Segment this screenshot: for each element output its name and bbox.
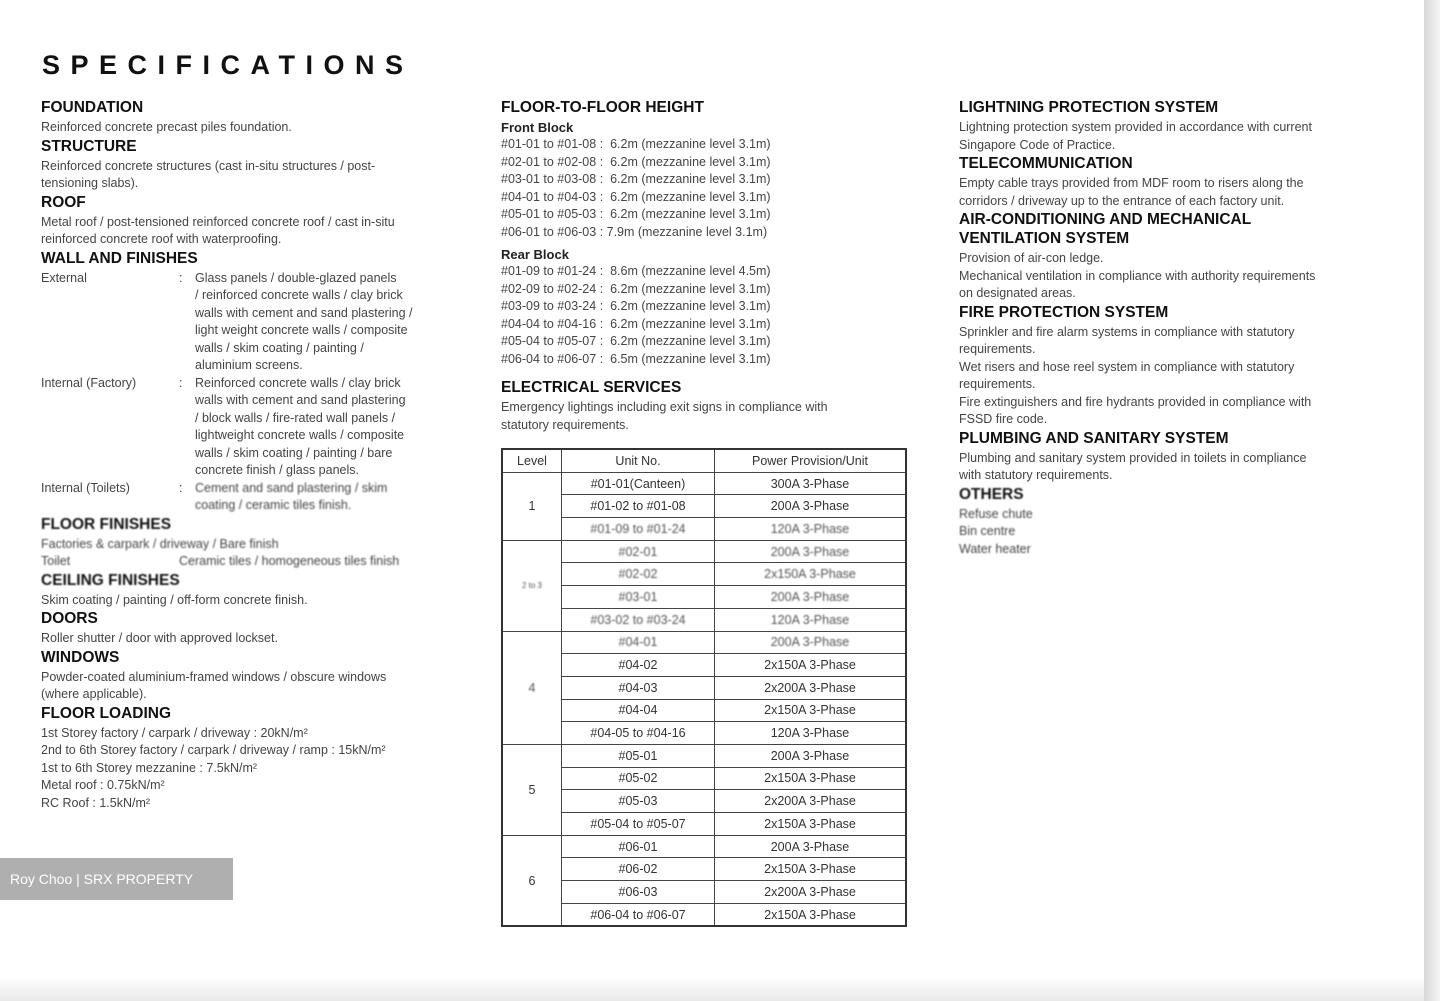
floor-finishes-label: Toilet — [41, 554, 71, 568]
unit-cell: #04-04 — [562, 699, 715, 722]
unit-cell: #01-09 to #01-24 — [562, 518, 715, 541]
unit-cell: #06-04 to #06-07 — [562, 903, 715, 926]
power-cell: 2x150A 3-Phase — [715, 767, 907, 790]
floor-finishes-desc: Ceramic tiles / homogeneous tiles finish — [179, 554, 400, 568]
power-cell: 200A 3-Phase — [715, 744, 907, 767]
fire-text: Sprinkler and fire alarm systems in compliance with statutory requirements. Wet risers and hose reel system in compliance with statutory requirements. Fire extinguishers and fire hydrants provided in compliance with FSSD fire code. — [959, 324, 1312, 426]
power-cell: 2x150A 3-Phase — [715, 699, 907, 722]
unit-cell: #05-01 — [562, 744, 715, 767]
height-line: #06-01 to #06-03 : 7.9m (mezzanine level 3.1m) — [501, 224, 768, 239]
ceiling-heading: CEILING FINISHES — [41, 571, 180, 589]
unit-cell: #03-02 to #03-24 — [562, 608, 715, 631]
height-heading: FLOOR-TO-FLOOR HEIGHT — [501, 99, 704, 116]
telecom-text: Empty cable trays provided from MDF room to risers along the corridors / driveway up to the entrance of each factory unit. — [959, 176, 1304, 208]
unit-cell: #06-01 — [562, 835, 715, 858]
height-line: #06-04 to #06-07 : 6.5m (mezzanine level 3.1m) — [501, 351, 771, 366]
table-row — [502, 608, 906, 631]
wall-row-desc: Reinforced concrete walls / clay brick walls with cement and sand plastering / block walls / fire-rated wall panels / lightweight concrete walls / composite walls / skim coating / painting / bare concrete finish / glass panels. — [195, 375, 406, 477]
table-row — [502, 676, 906, 699]
table-row — [502, 813, 906, 836]
power-cell: 120A 3-Phase — [715, 722, 907, 745]
electrical-heading: ELECTRICAL SERVICES — [501, 379, 682, 396]
table-row — [502, 540, 906, 563]
floor-loading-line: 2nd to 6th Storey factory / carpark / driveway / ramp : 15kN/m² — [41, 743, 386, 757]
foundation-text: Reinforced concrete precast piles foundation. — [41, 120, 292, 134]
lightning-heading: LIGHTNING PROTECTION SYSTEM — [959, 99, 1219, 116]
height-line: #02-09 to #02-24 : 6.2m (mezzanine level 3.1m) — [501, 281, 771, 296]
watermark-label: Roy Choo | SRX PROPERTY — [0, 858, 233, 900]
height-line: #03-01 to #03-08 : 6.2m (mezzanine level 3.1m) — [501, 172, 771, 186]
height-line: #04-01 to #04-03 : 6.2m (mezzanine level 3.1m) — [501, 189, 771, 204]
unit-cell: #04-02 — [562, 654, 715, 677]
unit-cell: #04-05 to #04-16 — [562, 722, 715, 745]
wall-row-colon: : — [179, 270, 183, 285]
floor-finishes-heading: FLOOR FINISHES — [41, 515, 172, 533]
floor-loading-line: Metal roof : 0.75kN/m² — [41, 778, 165, 792]
doors-text: Roller shutter / door with approved lockset. — [41, 631, 278, 645]
floor-loading-heading: FLOOR LOADING — [41, 704, 172, 722]
power-cell: 2x150A 3-Phase — [715, 903, 907, 926]
table-row — [502, 495, 906, 518]
height-line: #05-04 to #05-07 : 6.2m (mezzanine level 3.1m) — [501, 334, 771, 348]
power-cell: 2x200A 3-Phase — [715, 676, 907, 699]
column-middle — [501, 98, 911, 927]
power-cell: 200A 3-Phase — [715, 835, 907, 858]
power-cell: 200A 3-Phase — [715, 495, 907, 518]
power-cell: 200A 3-Phase — [715, 631, 907, 654]
table-row — [502, 722, 906, 745]
power-provision-table — [501, 448, 907, 927]
wall-row-label: Internal (Factory) — [41, 375, 137, 390]
table-row — [502, 858, 906, 881]
power-cell: 300A 3-Phase — [715, 472, 907, 495]
table-row — [502, 518, 906, 541]
floor-loading-line: 1st Storey factory / carpark / driveway : 20kN/m² — [41, 725, 308, 740]
page-edge-shadow — [1424, 0, 1440, 1001]
height-line: #05-01 to #05-03 : 6.2m (mezzanine level 3.1m) — [501, 207, 771, 221]
wall-row-colon: : — [179, 480, 183, 495]
unit-cell: #06-02 — [562, 858, 715, 881]
wall-row-desc: Cement and sand plastering / skim coating / ceramic tiles finish. — [195, 480, 388, 512]
unit-cell: #05-04 to #05-07 — [562, 813, 715, 836]
ceiling-text: Skim coating / painting / off-form concrete finish. — [41, 592, 308, 607]
telecom-heading: TELECOMMUNICATION — [959, 155, 1133, 172]
table-row — [502, 654, 906, 677]
table-row — [502, 881, 906, 904]
level-cell: 2 to 3 — [502, 540, 562, 631]
floor-loading-line: 1st to 6th Storey mezzanine : 7.5kN/m² — [41, 760, 258, 775]
table-row — [502, 767, 906, 790]
lightning-text: Lightning protection system provided in accordance with current Singapore Code of Practice. — [959, 120, 1312, 152]
others-text: Refuse chute Bin centre Water heater — [959, 506, 1033, 556]
level-cell: 5 — [502, 744, 562, 835]
front-block-label: Front Block — [501, 120, 574, 135]
header-level: Level — [502, 449, 562, 472]
level-cell: 1 — [502, 472, 562, 540]
aircon-text: Provision of air-con ledge. Mechanical ventilation in compliance with authority requirements on designated areas. — [959, 251, 1316, 300]
power-cell: 200A 3-Phase — [715, 540, 907, 563]
unit-cell: #04-03 — [562, 676, 715, 699]
table-row — [502, 699, 906, 722]
height-line: #01-01 to #01-08 : 6.2m (mezzanine level 3.1m) — [501, 137, 771, 151]
table-row — [502, 631, 906, 654]
power-cell: 2x200A 3-Phase — [715, 790, 907, 813]
power-cell: 120A 3-Phase — [715, 518, 907, 541]
wall-row-label: Internal (Toilets) — [41, 480, 130, 495]
wall-heading: WALL AND FINISHES — [41, 249, 198, 267]
power-cell: 2x150A 3-Phase — [715, 563, 907, 586]
electrical-text: Emergency lightings including exit signs in compliance with statutory requirements. — [501, 400, 828, 432]
table-row — [502, 790, 906, 813]
table-row — [502, 472, 906, 495]
header-power: Power Provision/Unit — [715, 449, 907, 472]
wall-row-desc: Glass panels / double-glazed panels / reinforced concrete walls / clay brick walls with cement and sand plastering / light weight concrete walls / composite walls / skim coating / painting / aluminium screens. — [195, 270, 413, 372]
unit-cell: #05-02 — [562, 767, 715, 790]
unit-cell: #01-02 to #01-08 — [562, 495, 715, 518]
height-line: #04-04 to #04-16 : 6.2m (mezzanine level 3.1m) — [501, 316, 771, 331]
floor-finishes-line: Factories & carpark / driveway / Bare finish — [41, 536, 279, 551]
height-line: #01-09 to #01-24 : 8.6m (mezzanine level 4.5m) — [501, 264, 771, 278]
floor-finishes-row — [41, 553, 451, 571]
structure-heading: STRUCTURE — [41, 137, 137, 155]
wall-row — [41, 375, 451, 480]
table-row — [502, 835, 906, 858]
roof-text: Metal roof / post-tensioned reinforced concrete roof / cast in-situ reinforced concrete roof with waterproofing. — [41, 214, 395, 246]
table-row — [502, 903, 906, 926]
table-row — [502, 586, 906, 609]
height-line: #02-01 to #02-08 : 6.2m (mezzanine level 3.1m) — [501, 154, 771, 169]
height-line: #03-09 to #03-24 : 6.2m (mezzanine level 3.1m) — [501, 299, 771, 313]
power-cell: 2x150A 3-Phase — [715, 813, 907, 836]
foundation-heading: FOUNDATION — [41, 99, 144, 116]
unit-cell: #02-02 — [562, 563, 715, 586]
header-unit: Unit No. — [562, 449, 715, 472]
unit-cell: #04-01 — [562, 631, 715, 654]
rear-block-label: Rear Block — [501, 247, 569, 262]
wall-row — [41, 270, 451, 375]
wall-row-label: External — [41, 270, 87, 285]
power-cell: 2x200A 3-Phase — [715, 881, 907, 904]
wall-row — [41, 480, 451, 515]
page-bottom-shadow — [0, 976, 1424, 1001]
table-row — [502, 744, 906, 767]
level-cell: 6 — [502, 835, 562, 926]
aircon-heading: AIR-CONDITIONING AND MECHANICAL VENTILATION SYSTEM — [959, 211, 1252, 247]
table-header-row — [502, 449, 906, 472]
unit-cell: #01-01(Canteen) — [562, 472, 715, 495]
structure-text: Reinforced concrete structures (cast in-situ structures / post- tensioning slabs). — [41, 158, 376, 190]
unit-cell: #02-01 — [562, 540, 715, 563]
roof-heading: ROOF — [41, 193, 86, 211]
others-heading: OTHERS — [959, 485, 1024, 503]
power-cell: 200A 3-Phase — [715, 586, 907, 609]
plumbing-heading: PLUMBING AND SANITARY SYSTEM — [959, 429, 1229, 447]
table-row — [502, 563, 906, 586]
wall-row-colon: : — [179, 375, 183, 390]
column-right — [959, 98, 1359, 558]
power-cell: 120A 3-Phase — [715, 608, 907, 631]
level-cell: 4 — [502, 631, 562, 744]
power-cell: 2x150A 3-Phase — [715, 858, 907, 881]
fire-heading: FIRE PROTECTION SYSTEM — [959, 303, 1169, 321]
unit-cell: #06-03 — [562, 881, 715, 904]
windows-text: Powder-coated aluminium-framed windows / obscure windows (where applicable). — [41, 669, 387, 701]
plumbing-text: Plumbing and sanitary system provided in toilets in compliance with statutory requirements. — [959, 450, 1307, 482]
unit-cell: #03-01 — [562, 586, 715, 609]
windows-heading: WINDOWS — [41, 648, 120, 666]
page-title: SPECIFICATIONS — [42, 50, 414, 80]
floor-loading-line: RC Roof : 1.5kN/m² — [41, 795, 151, 810]
power-cell: 2x150A 3-Phase — [715, 654, 907, 677]
doors-heading: DOORS — [41, 610, 98, 627]
column-left — [41, 98, 451, 812]
unit-cell: #05-03 — [562, 790, 715, 813]
